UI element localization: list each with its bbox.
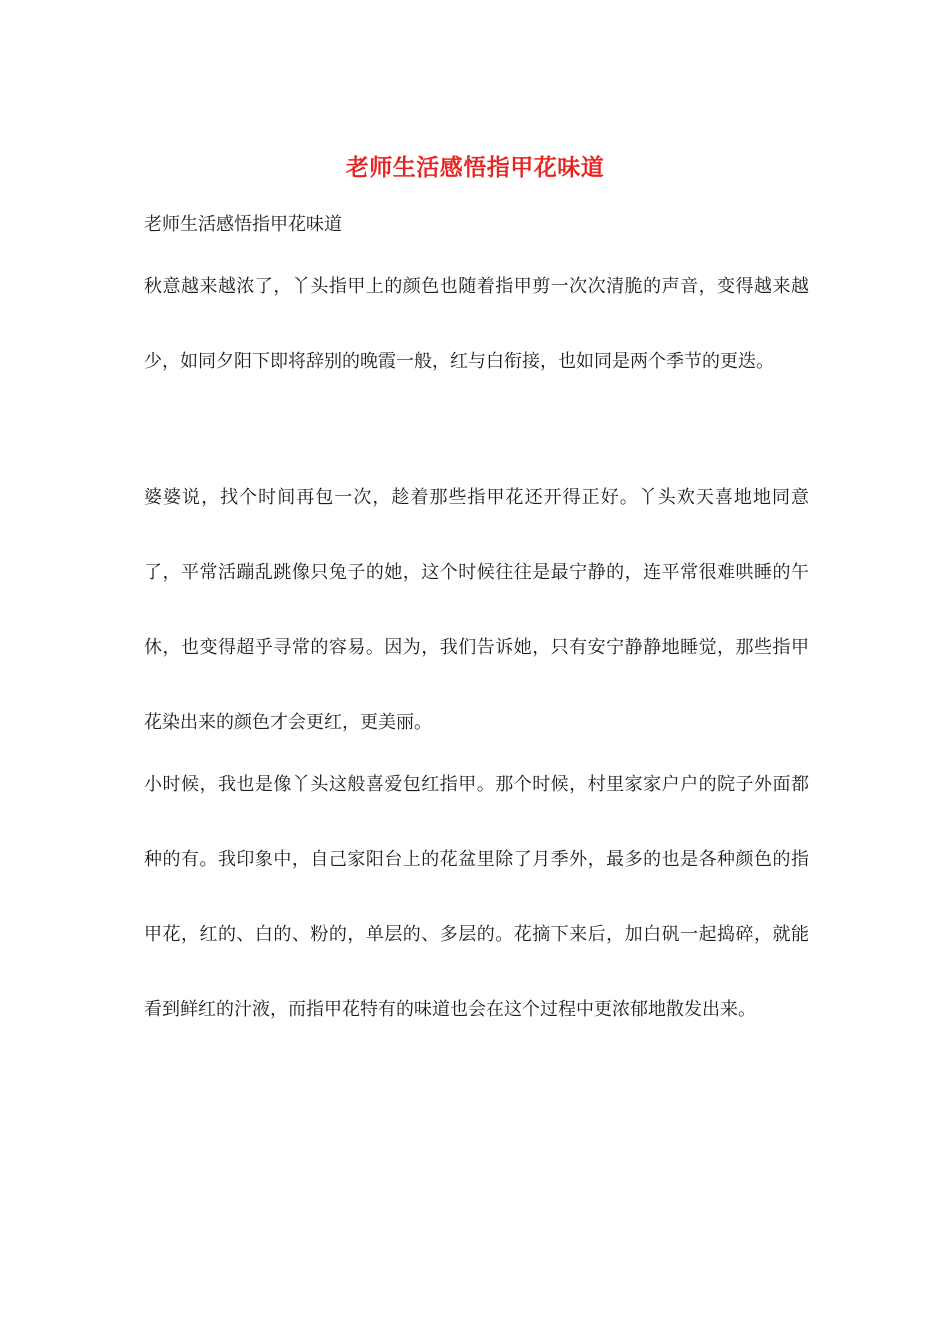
paragraph-2: 婆婆说，找个时间再包一次，趁着那些指甲花还开得正好。丫头欢天喜地地同意了，平常活蹦乱跳像只兔子的她，这个时候往往是最宁静的，连平常很难哄睡的午休，也变得超乎寻常的容易。因为，我们告诉她，只有安宁静静地睡觉，那些指甲花染出来的颜色才会更红，更美丽。 bbox=[144, 487, 809, 733]
paragraph-3: 小时候，我也是像丫头这般喜爱包红指甲。那个时候，村里家家户户的院子外面都种的有。我印象中，自己家阳台上的花盆里除了月季外，最多的也是各种颜色的指甲花，红的、白的、粉的，单层的、多层的。花摘下来后，加白矾一起捣碎，就能看到鲜红的汁液，而指甲花特有的味道也会在这个过程中更浓郁地散发出来。 bbox=[144, 774, 809, 1020]
document-title: 老师生活感悟指甲花味道 bbox=[345, 154, 605, 181]
paragraph-1: 秋意越来越浓了，丫头指甲上的颜色也随着指甲剪一次次清脆的声音，变得越来越少，如同夕阳下即将辞别的晚霞一般，红与白衔接，也如同是两个季节的更迭。 bbox=[144, 276, 809, 372]
document-subtitle: 老师生活感悟指甲花味道 bbox=[144, 214, 342, 235]
